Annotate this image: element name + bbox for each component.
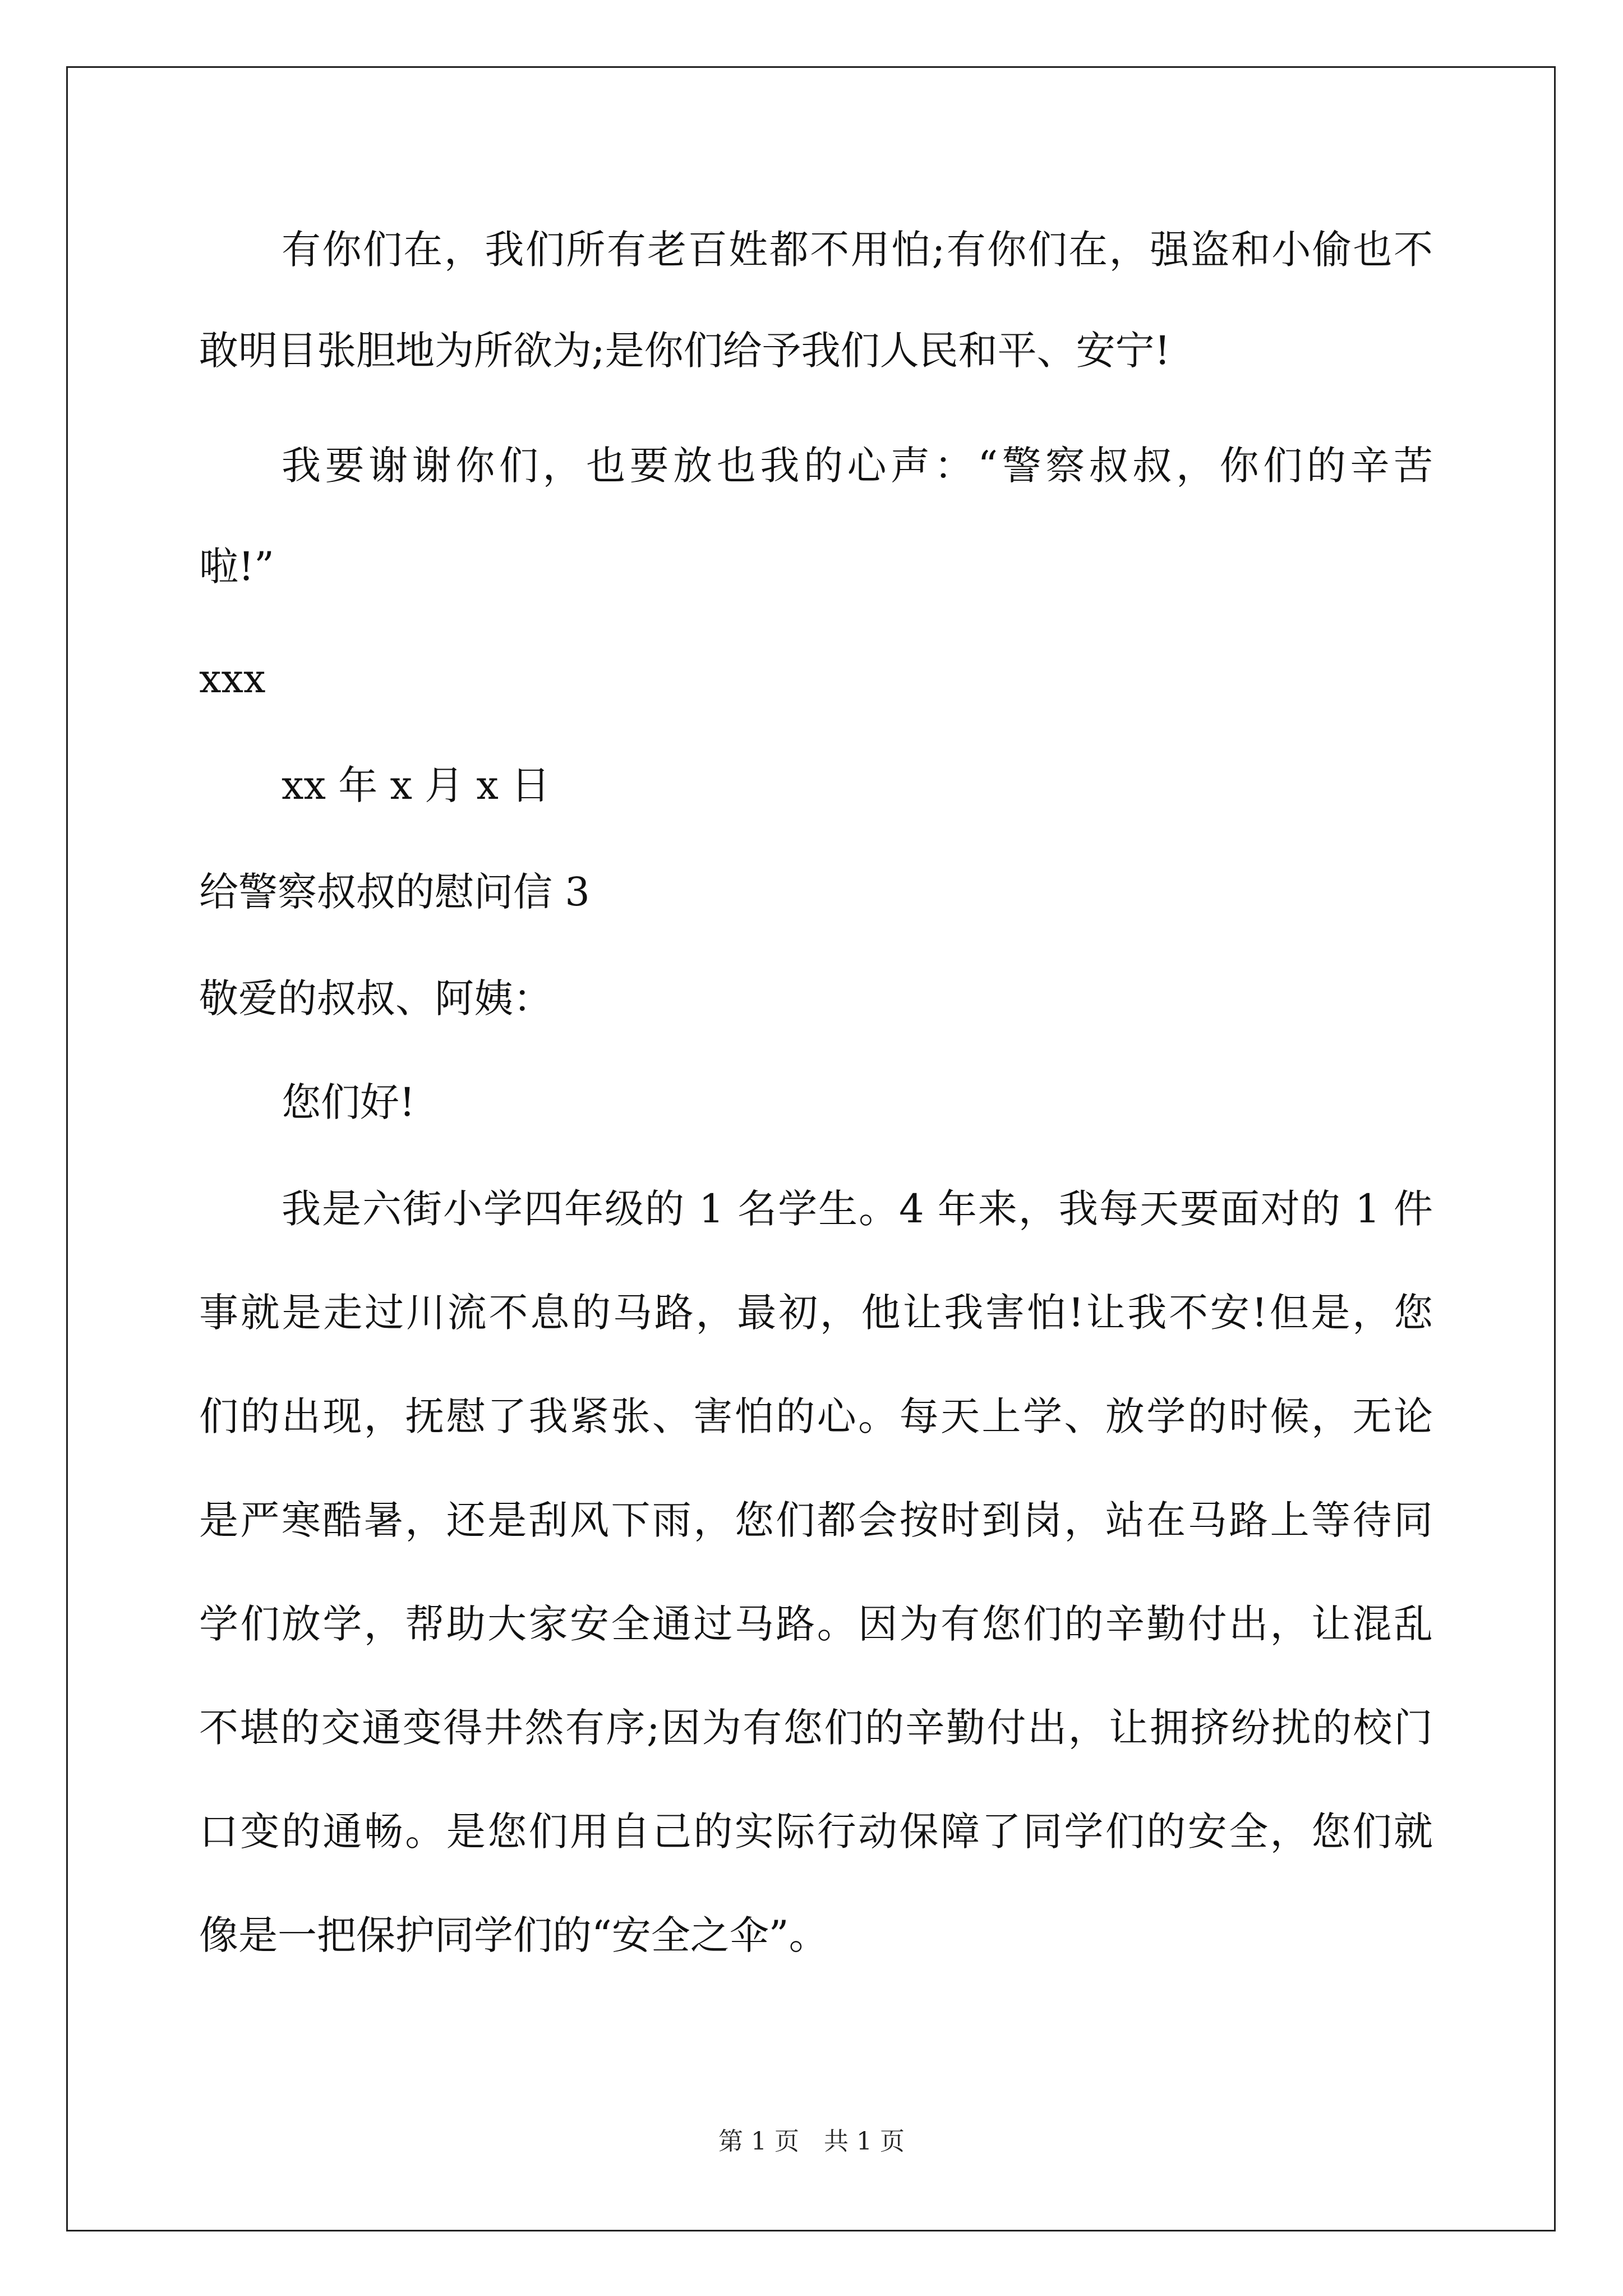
letter-title: 给警察叔叔的慰问信 3 (199, 869, 590, 915)
text-line: 们的出现，抚慰了我紧张、害怕的心。每天上学、放学的时候，无论 (199, 1393, 1433, 1439)
text-line: 我是六街小学四年级的 1 名学生。4 年来，我每天要面对的 1 件 (282, 1186, 1433, 1232)
text-line: 口变的通畅。是您们用自己的实际行动保障了同学们的安全，您们就 (199, 1809, 1433, 1855)
text-line: 是严寒酷暑，还是刮风下雨，您们都会按时到岗，站在马路上等待同 (199, 1497, 1433, 1543)
text-line: 不堪的交通变得井然有序;因为有您们的辛勤付出，让拥挤纷扰的校门 (199, 1705, 1433, 1751)
text-line: 有你们在，我们所有老百姓都不用怕;有你们在，强盗和小偷也不 (282, 227, 1433, 273)
text-line: 我要谢谢你们，也要放也我的心声：“警察叔叔，你们的辛苦 (282, 443, 1433, 489)
salutation: 敬爱的叔叔、阿姨： (199, 976, 552, 1022)
text-line: 啦!” (199, 544, 274, 590)
letter-date: xx 年 x 月 x 日 (282, 762, 551, 808)
page-footer: 第 1 页 共 1 页 (718, 2127, 905, 2156)
page-border (66, 66, 1556, 2231)
signature-name: xxx (199, 656, 266, 702)
text-line: 敢明目张胆地为所欲为;是你们给予我们人民和平、安宁! (199, 328, 1170, 374)
greeting: 您们好! (282, 1079, 416, 1125)
text-line: 像是一把保护同学们的“安全之伞”。 (199, 1912, 828, 1958)
text-line: 学们放学，帮助大家安全通过马路。因为有您们的辛勤付出，让混乱 (199, 1601, 1433, 1647)
text-line: 事就是走过川流不息的马路，最初，他让我害怕!让我不安!但是，您 (199, 1290, 1433, 1336)
